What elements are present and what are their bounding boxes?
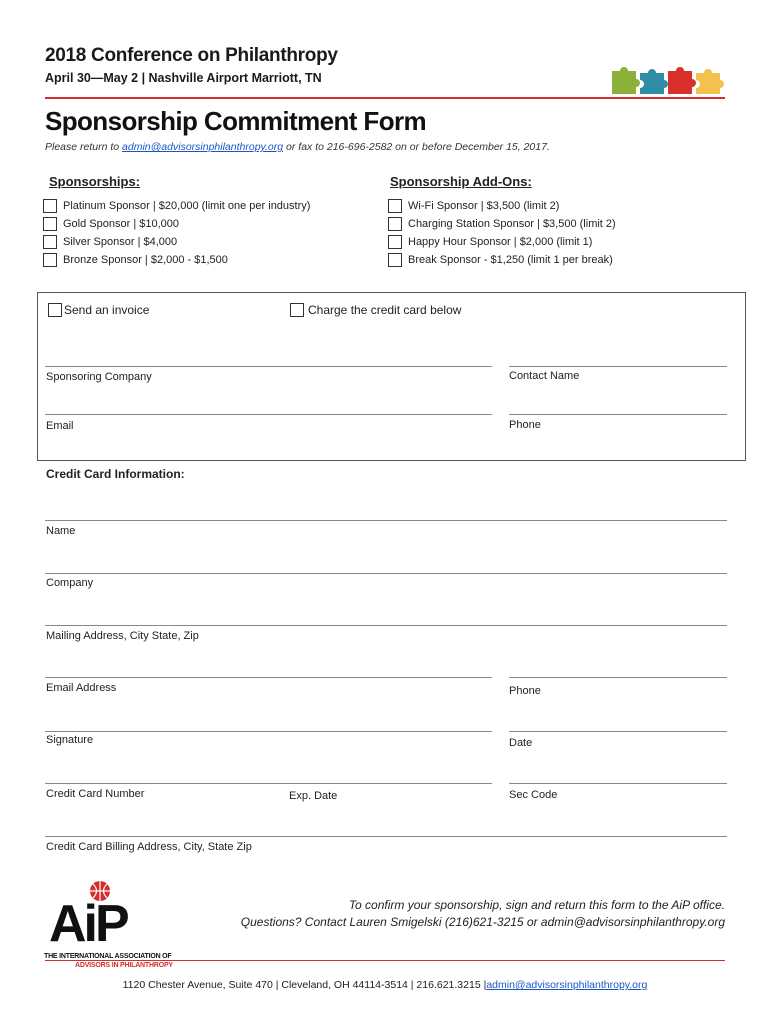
addon-option-charging[interactable]: Charging Station Sponsor | $3,500 (limit 2) (388, 215, 616, 233)
sponsorships-heading: Sponsorships: (49, 174, 141, 189)
cc-email-line[interactable] (45, 677, 492, 678)
cc-number-label: Credit Card Number (46, 788, 145, 800)
checkbox-icon[interactable] (43, 253, 57, 267)
admin-email-link[interactable]: admin@advisorsinphilanthropy.org (122, 141, 284, 153)
cc-date-line[interactable] (509, 731, 727, 732)
puzzle-pieces-icon (610, 65, 725, 100)
confirmation-line-2: Questions? Contact Lauren Smigelski (216)621-3215 or admin@advisorsinphilanthropy.org (240, 915, 725, 929)
contact-name-line[interactable] (509, 366, 727, 367)
checkbox-icon[interactable] (388, 199, 402, 213)
logo-wordmark: AiP (49, 895, 127, 953)
addon-option-wifi[interactable]: Wi-Fi Sponsor | $3,500 (limit 2) (388, 197, 616, 215)
footer-divider (45, 960, 725, 961)
cc-sec-line[interactable] (509, 783, 727, 784)
phone-line[interactable] (509, 414, 727, 415)
conference-title: 2018 Conference on Philanthropy (45, 45, 338, 66)
cc-phone-label: Phone (509, 685, 541, 697)
cc-signature-label: Signature (46, 734, 94, 746)
checkbox-icon[interactable] (48, 303, 62, 317)
cc-email-label: Email Address (46, 682, 117, 694)
cc-mailing-label: Mailing Address, City State, Zip (46, 630, 199, 642)
return-instructions: Please return to admin@advisorsinphilanthropy.org or fax to 216-696-2582 on or before December 15, 2017. (45, 141, 550, 153)
sponsorship-option-platinum[interactable]: Platinum Sponsor | $20,000 (limit one per industry) (43, 197, 310, 215)
addon-options (388, 197, 616, 269)
cc-phone-line[interactable] (509, 677, 727, 678)
addon-option-break[interactable]: Break Sponsor - $1,250 (limit 1 per break) (388, 251, 616, 269)
cc-company-label: Company (46, 577, 94, 589)
sponsoring-company-label: Sponsoring Company (46, 371, 152, 383)
checkbox-icon[interactable] (388, 235, 402, 249)
sponsorship-options (43, 197, 310, 269)
send-invoice-option[interactable]: Send an invoice (48, 303, 149, 317)
checkbox-icon[interactable] (43, 217, 57, 231)
logo-tagline-1: THE INTERNATIONAL ASSOCIATION OF (44, 953, 172, 960)
sponsorship-option-bronze[interactable]: Bronze Sponsor | $2,000 - $1,500 (43, 251, 310, 269)
cc-company-line[interactable] (45, 573, 727, 574)
sponsorship-option-gold[interactable]: Gold Sponsor | $10,000 (43, 215, 310, 233)
cc-billing-label: Credit Card Billing Address, City, State Zip (46, 841, 252, 853)
footer-address: 1120 Chester Avenue, Suite 470 | Cleveland, OH 44114-3514 | 216.621.3215 |admin@advisorsinphilanthropy.org (122, 979, 648, 991)
header-divider (45, 97, 725, 99)
cc-exp-label: Exp. Date (289, 790, 338, 802)
email-line[interactable] (45, 414, 492, 415)
cc-signature-line[interactable] (45, 731, 492, 732)
checkbox-icon[interactable] (388, 253, 402, 267)
logo-tagline-2: ADVISORS IN PHILANTHROPY (75, 962, 173, 969)
cc-number-line[interactable] (45, 783, 492, 784)
sponsorship-option-silver[interactable]: Silver Sponsor | $4,000 (43, 233, 310, 251)
checkbox-icon[interactable] (290, 303, 304, 317)
conference-subtitle: April 30—May 2 | Nashville Airport Marriott, TN (45, 71, 322, 85)
cc-name-line[interactable] (45, 520, 727, 521)
checkbox-icon[interactable] (43, 199, 57, 213)
cc-date-label: Date (509, 737, 533, 749)
footer-email-link[interactable]: admin@advisorsinphilanthropy.org (486, 979, 648, 991)
charge-card-option[interactable]: Charge the credit card below (290, 303, 461, 317)
form-title: Sponsorship Commitment Form (45, 106, 427, 136)
phone-label: Phone (509, 419, 541, 431)
contact-name-label: Contact Name (509, 370, 580, 382)
credit-card-heading: Credit Card Information: (46, 467, 185, 481)
checkbox-icon[interactable] (43, 235, 57, 249)
cc-name-label: Name (46, 525, 76, 537)
checkbox-icon[interactable] (388, 217, 402, 231)
cc-billing-line[interactable] (45, 836, 727, 837)
sponsoring-company-line[interactable] (45, 366, 492, 367)
email-label: Email (46, 420, 74, 432)
cc-mailing-line[interactable] (45, 625, 727, 626)
cc-sec-label: Sec Code (509, 789, 558, 801)
addon-option-happy-hour[interactable]: Happy Hour Sponsor | $2,000 (limit 1) (388, 233, 616, 251)
confirmation-line-1: To confirm your sponsorship, sign and return this form to the AiP office. (348, 898, 725, 912)
confirmation-text (238, 897, 725, 931)
addons-heading: Sponsorship Add-Ons: (390, 174, 532, 189)
